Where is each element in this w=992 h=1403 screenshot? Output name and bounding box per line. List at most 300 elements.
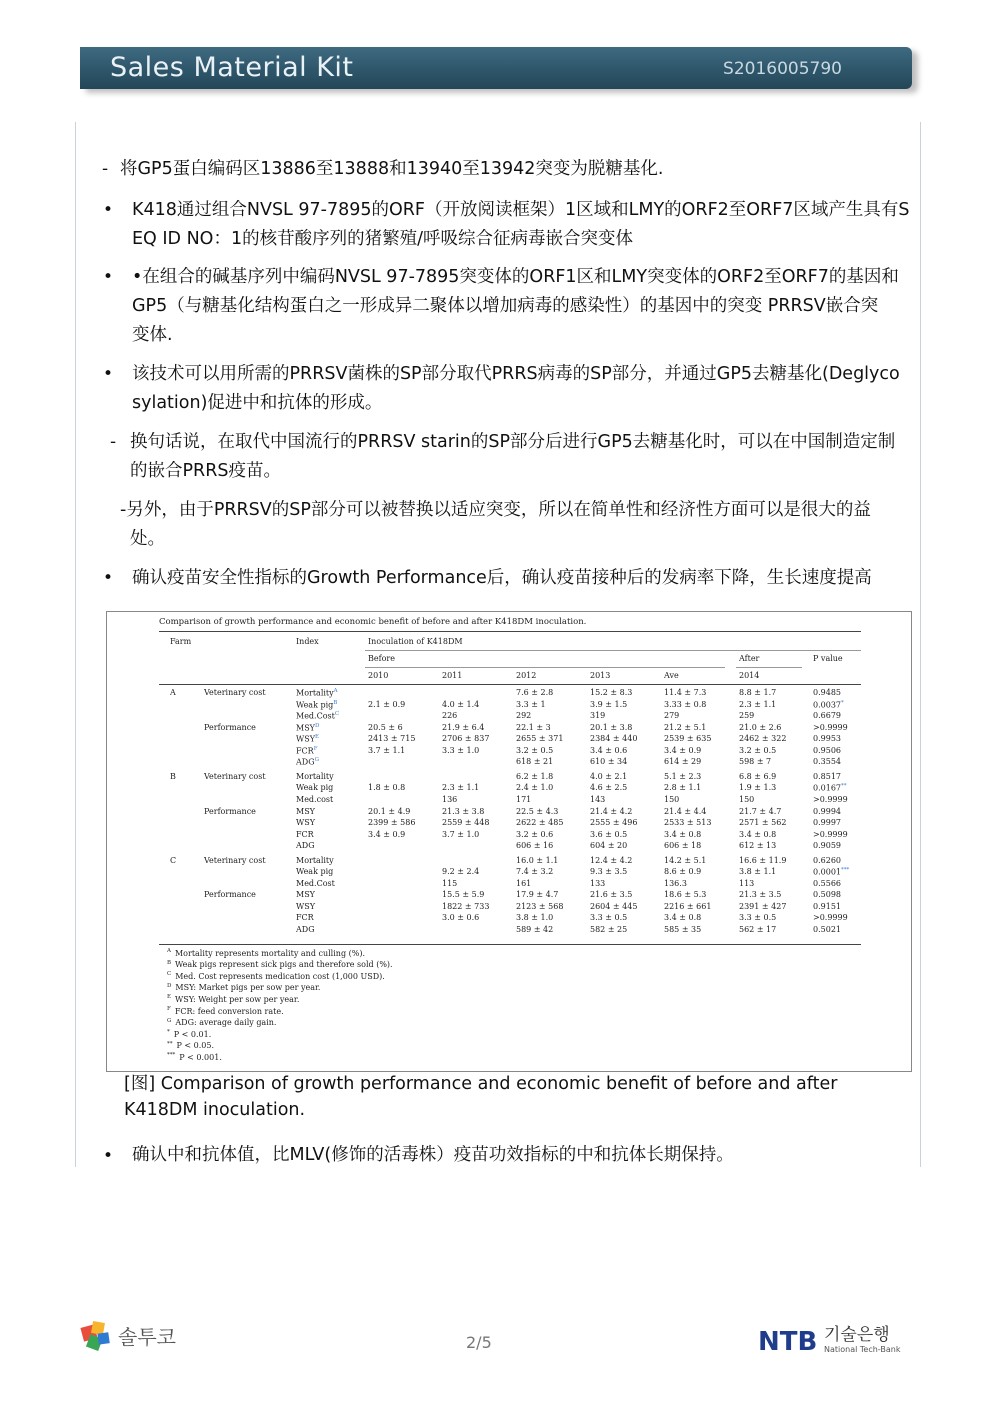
figure-caption-line1: [图] Comparison of growth performance and economic benefit of before and after xyxy=(124,1074,838,1094)
table-cell xyxy=(590,913,627,922)
footnote-text: P < 0.01. xyxy=(173,1029,212,1039)
row-index-footnote-mark: C xyxy=(334,711,340,718)
row-group: Veterinary cost xyxy=(204,688,266,697)
table-cell-value: 20.5 ± 6 xyxy=(368,722,403,732)
table-cell-value: 3.4 ± 0.8 xyxy=(739,829,777,839)
table-cell xyxy=(813,711,841,720)
table-cell-value: 3.4 ± 0.6 xyxy=(590,745,628,755)
footnote-mark: * xyxy=(167,1029,170,1036)
table-cell-value: 5.1 ± 2.3 xyxy=(664,771,702,781)
table-cell-value: 2.4 ± 1.0 xyxy=(516,783,554,793)
table-cell xyxy=(739,688,776,697)
table-cell-value: 4.6 ± 2.5 xyxy=(590,783,628,793)
table-cell xyxy=(739,783,776,792)
table-cell-value: 2571 ± 562 xyxy=(739,818,787,828)
table-cell-value: 3.8 ± 1.1 xyxy=(739,867,777,877)
row-index xyxy=(296,688,338,698)
row-index-label: MSY xyxy=(296,723,315,733)
row-index-footnote-mark: F xyxy=(313,745,318,752)
table-cell xyxy=(590,925,627,934)
table-cell-value: 2.3 ± 1.1 xyxy=(739,699,777,709)
pvalue-significance-mark: ** xyxy=(841,783,847,790)
table-cell xyxy=(590,902,637,911)
table-cell xyxy=(664,723,706,732)
table-cell-value: 21.6 ± 3.5 xyxy=(590,890,633,900)
table-cell-value: 604 ± 20 xyxy=(590,841,628,851)
table-cell xyxy=(664,746,701,755)
table-cell-value: 2399 ± 586 xyxy=(368,818,416,828)
table-cell xyxy=(442,711,457,720)
row-index-footnote-mark: G xyxy=(314,757,319,764)
table-cell-value: 226 xyxy=(442,711,458,721)
header-pvalue: P value xyxy=(813,654,843,663)
table-cell-value: >0.9999 xyxy=(813,794,848,804)
table-cell-value: 3.2 ± 0.6 xyxy=(516,829,554,839)
table-cell xyxy=(664,772,701,781)
ntb-logo xyxy=(758,1320,918,1360)
table-cell xyxy=(664,795,679,804)
table-cell xyxy=(664,688,706,697)
table-footnote xyxy=(167,994,299,1004)
body-line: sylation)促进中和抗体的形成。 xyxy=(132,393,383,413)
table-cell-value: 598 ± 7 xyxy=(739,757,772,767)
table-cell-value: 3.4 ± 0.9 xyxy=(664,745,702,755)
table-cell-value: 2.8 ± 1.1 xyxy=(664,783,702,793)
bullet-marker: - xyxy=(102,159,109,179)
table-cell-value: 292 xyxy=(516,711,532,721)
table-cell xyxy=(442,913,479,922)
row-index xyxy=(296,723,319,733)
svg-text:솔투코: 솔투코 xyxy=(118,1325,176,1349)
row-index-label: Mortality xyxy=(296,688,334,698)
row-index-label: WSY xyxy=(296,734,315,744)
table-cell-value: 0.8517 xyxy=(813,771,841,781)
footnote-text: Mortality represents mortality and culling (%). xyxy=(174,948,365,958)
body-line: 处。 xyxy=(130,529,165,549)
table-cell-value: 3.4 ± 0.8 xyxy=(664,829,702,839)
table-cell xyxy=(442,734,489,743)
header-year: 2012 xyxy=(516,671,537,680)
row-index xyxy=(296,879,335,888)
table-cell-value: 3.4 ± 0.9 xyxy=(368,829,406,839)
svg-text:National Tech-Bank: National Tech-Bank xyxy=(824,1345,901,1354)
footnote-mark: A xyxy=(167,948,171,954)
table-cell xyxy=(664,783,701,792)
table-cell xyxy=(739,841,776,850)
header-banner xyxy=(80,47,912,89)
table-cell xyxy=(590,700,627,709)
table-cell-value: 2533 ± 513 xyxy=(664,818,712,828)
row-index xyxy=(296,890,315,899)
body-line: 确认中和抗体值，比MLV(修饰的活毒株）疫苗功效指标的中和抗体长期保持。 xyxy=(132,1145,734,1165)
table-cell xyxy=(590,856,632,865)
table-cell-value: 143 xyxy=(590,794,606,804)
table-cell-value: 17.9 ± 4.7 xyxy=(516,890,559,900)
table-cell xyxy=(739,711,754,720)
table-cell xyxy=(590,841,627,850)
table-cell-value: >0.9999 xyxy=(813,722,848,732)
table-cell-value: 562 ± 17 xyxy=(739,925,777,934)
row-index xyxy=(296,856,334,865)
table-cell-value: 2655 ± 371 xyxy=(516,734,564,744)
row-index-label: Weak pig xyxy=(296,783,334,793)
table-cell xyxy=(590,807,632,816)
table-cell-value: 3.8 ± 1.0 xyxy=(516,913,554,923)
table-cell-value: 2539 ± 635 xyxy=(664,734,712,744)
table-cell xyxy=(664,711,679,720)
table-cell xyxy=(664,867,701,876)
table-cell-value: 21.2 ± 5.1 xyxy=(664,722,707,732)
table-cell xyxy=(516,830,553,839)
row-index-label: WSY xyxy=(296,818,315,828)
table-cell xyxy=(664,757,701,766)
table-rule xyxy=(736,667,802,668)
table-cell-value: 136.3 xyxy=(664,878,687,888)
table-cell xyxy=(442,890,484,899)
table-cell xyxy=(590,688,632,697)
table-cell-value: 3.7 ± 1.1 xyxy=(368,745,406,755)
bullet-marker: - xyxy=(110,432,117,452)
table-cell xyxy=(664,830,701,839)
table-cell xyxy=(368,807,410,816)
table-cell xyxy=(516,867,553,876)
row-index xyxy=(296,795,333,804)
header-year: 2010 xyxy=(368,671,389,680)
table-cell-value: >0.9999 xyxy=(813,829,848,839)
table-cell xyxy=(813,867,849,877)
row-farm: C xyxy=(170,855,177,865)
table-cell-value: 0.0167 xyxy=(813,784,841,794)
table-cell xyxy=(590,711,605,720)
table-cell-value: 2462 ± 322 xyxy=(739,734,787,744)
table-cell-value: 0.9997 xyxy=(813,818,841,828)
table-cell xyxy=(813,830,848,839)
table-cell-value: 20.1 ± 3.8 xyxy=(590,722,633,732)
table-cell-value: 7.6 ± 2.8 xyxy=(516,688,554,697)
table-cell-value: 21.4 ± 4.4 xyxy=(664,806,707,816)
table-cell-value: 610 ± 34 xyxy=(590,757,628,767)
row-index-label: Med.Cost xyxy=(296,878,335,888)
table-cell xyxy=(368,723,403,732)
row-index-footnote-mark: B xyxy=(333,699,338,706)
table-cell-value: 0.6260 xyxy=(813,855,841,865)
table-cell xyxy=(813,841,841,850)
table-cell xyxy=(590,746,627,755)
table-cell-value: 2.3 ± 1.1 xyxy=(442,783,480,793)
table-cell xyxy=(664,841,701,850)
table-cell xyxy=(590,757,627,766)
table-cell xyxy=(813,913,848,922)
table-cell xyxy=(813,879,841,888)
page-number: 2/5 xyxy=(466,1333,492,1352)
footnote-text: MSY: Market pigs per sow per year. xyxy=(175,983,321,993)
row-index xyxy=(296,925,315,934)
row-index xyxy=(296,902,315,911)
table-cell-value: 3.33 ± 0.8 xyxy=(664,699,707,709)
table-cell-value: 2559 ± 448 xyxy=(442,818,490,828)
table-cell-value: 0.9151 xyxy=(813,901,841,911)
row-group: Performance xyxy=(204,806,256,816)
figure-caption-line2: K418DM inoculation. xyxy=(124,1100,306,1120)
footnote-text: Weak pigs represent sick pigs and therefore sold (%). xyxy=(175,960,393,970)
row-group: Veterinary cost xyxy=(204,855,266,865)
row-index xyxy=(296,807,315,816)
table-cell xyxy=(813,902,841,911)
table-cell xyxy=(516,795,531,804)
bullet-marker: • xyxy=(103,200,114,220)
row-index xyxy=(296,783,333,792)
table-cell xyxy=(516,746,553,755)
row-index-label: Med.cost xyxy=(296,794,334,804)
header-title: Sales Material Kit xyxy=(110,52,354,83)
table-cell xyxy=(664,913,701,922)
table-cell-value: 606 ± 16 xyxy=(516,841,554,851)
table-cell-value: 319 xyxy=(590,711,606,721)
table-cell-value: 21.4 ± 4.2 xyxy=(590,806,633,816)
table-footnote xyxy=(167,983,320,993)
table-cell-value: 21.9 ± 6.4 xyxy=(442,722,485,732)
table-footnote xyxy=(167,1052,222,1062)
row-group: Veterinary cost xyxy=(204,771,266,781)
header-year: Ave xyxy=(664,671,679,680)
header-inoculation: Inoculation of K418DM xyxy=(368,637,463,646)
bullet-marker: • xyxy=(103,568,114,588)
table-cell-value: 20.1 ± 4.9 xyxy=(368,806,411,816)
table-cell-value: 6.8 ± 6.9 xyxy=(739,771,777,781)
table-cell-value: 3.3 ± 0.5 xyxy=(739,913,777,923)
table-cell-value: 0.6679 xyxy=(813,711,841,721)
table-cell-value: 21.3 ± 3.5 xyxy=(739,890,782,900)
table-cell-value: 0.9994 xyxy=(813,806,841,816)
row-index-label: Mortality xyxy=(296,855,334,865)
table-cell xyxy=(739,746,776,755)
pvalue-significance-mark: * xyxy=(841,699,844,706)
table-cell xyxy=(516,925,553,934)
table-cell xyxy=(664,925,701,934)
table-cell xyxy=(516,734,563,743)
table-cell xyxy=(516,772,553,781)
table-cell xyxy=(516,879,531,888)
row-farm: A xyxy=(170,688,176,697)
table-cell xyxy=(739,913,776,922)
table-cell-value: 3.9 ± 1.5 xyxy=(590,699,628,709)
footnote-text: Med. Cost represents medication cost (1,000 USD). xyxy=(175,971,385,981)
table-cell xyxy=(813,772,841,781)
table-cell xyxy=(813,688,841,697)
footnote-mark: E xyxy=(167,994,172,1001)
body-line: -另外，由于PRRSV的SP部分可以被替换以适应突变，所以在简单性和经济性方面可以是很大的益 xyxy=(120,500,871,520)
table-cell-value: 3.2 ± 0.5 xyxy=(739,745,777,755)
table-cell xyxy=(442,700,479,709)
table-cell xyxy=(739,818,786,827)
row-index xyxy=(296,830,314,839)
soltoco-logo xyxy=(80,1318,180,1358)
table-cell xyxy=(442,783,479,792)
table-cell xyxy=(516,711,531,720)
table-cell xyxy=(516,890,558,899)
frame-right-rule xyxy=(920,122,921,1167)
footnote-mark: *** xyxy=(167,1052,176,1059)
footnote-mark: ** xyxy=(167,1040,173,1047)
footnote-text: FCR: feed conversion rate. xyxy=(174,1006,284,1016)
table-cell xyxy=(516,818,563,827)
table-cell-value: 2391 ± 427 xyxy=(739,901,787,911)
svg-text:기술은행: 기술은행 xyxy=(824,1325,890,1345)
row-index-footnote-mark: D xyxy=(314,722,320,729)
table-cell xyxy=(516,902,563,911)
figure-table xyxy=(106,611,912,1072)
row-index-label: ADG xyxy=(296,925,315,934)
table-cell xyxy=(813,746,841,755)
table-cell-value: 585 ± 35 xyxy=(664,925,702,934)
table-cell xyxy=(516,757,553,766)
frame-left-rule xyxy=(75,122,76,1167)
table-cell-value: 2555 ± 496 xyxy=(590,818,638,828)
table-footnote xyxy=(167,1006,284,1016)
body-line: •在组合的碱基序列中编码NVSL 97-7895突变体的ORF1区和LMY突变体的ORF2至ORF7的基因和 xyxy=(132,267,899,287)
table-cell xyxy=(516,700,546,709)
body-line: EQ ID NO：1的核苷酸序列的猪繁殖/呼吸综合征病毒嵌合突变体 xyxy=(132,229,633,249)
table-cell-value: 0.9506 xyxy=(813,745,841,755)
row-index-label: ADG xyxy=(296,757,315,767)
table-cell-value: 2604 ± 445 xyxy=(590,901,638,911)
table-rule xyxy=(159,631,861,632)
body-line: 确认疫苗安全性指标的Growth Performance后，确认疫苗接种后的发病率下降，生长速度提高 xyxy=(132,568,872,588)
table-cell-value: 3.3 ± 1.0 xyxy=(442,745,480,755)
table-cell-value: 18.6 ± 5.3 xyxy=(664,890,707,900)
table-cell xyxy=(590,772,627,781)
row-index xyxy=(296,772,334,781)
table-cell xyxy=(442,867,479,876)
table-cell xyxy=(813,795,848,804)
table-cell-value: 2413 ± 715 xyxy=(368,734,416,744)
header-after: After xyxy=(739,654,760,663)
table-cell xyxy=(739,890,781,899)
table-cell-value: 618 ± 21 xyxy=(516,757,554,767)
row-index-label: FCR xyxy=(296,746,314,756)
table-cell xyxy=(739,807,781,816)
row-index-label: MSY xyxy=(296,806,315,816)
table-cell-value: 8.8 ± 1.7 xyxy=(739,688,777,697)
table-cell xyxy=(664,890,706,899)
footnote-mark: D xyxy=(167,982,172,989)
row-index xyxy=(296,711,339,721)
figure-title: Comparison of growth performance and economic benefit of before and after K418DM inoculation. xyxy=(159,617,587,627)
table-cell-value: 2216 ± 661 xyxy=(664,901,712,911)
table-cell xyxy=(442,807,484,816)
table-cell-value: 259 xyxy=(739,711,755,721)
table-cell xyxy=(813,807,841,816)
table-cell xyxy=(590,783,627,792)
body-line: K418通过组合NVSL 97-7895的ORF（开放阅读框架）1区域和LMY的ORF2至ORF7区域产生具有S xyxy=(132,200,910,220)
table-cell-value: 279 xyxy=(664,711,680,721)
row-index xyxy=(296,818,315,827)
row-index-label: ADG xyxy=(296,841,315,851)
table-cell xyxy=(739,879,754,888)
table-cell xyxy=(813,783,847,793)
table-cell-value: 0.5098 xyxy=(813,890,841,900)
table-cell xyxy=(442,818,489,827)
table-cell xyxy=(739,795,754,804)
table-cell xyxy=(813,856,841,865)
row-index xyxy=(296,734,319,744)
table-cell-value: 2123 ± 568 xyxy=(516,901,564,911)
table-cell xyxy=(368,746,405,755)
header-code: S2016005790 xyxy=(723,59,842,79)
table-cell-value: 582 ± 25 xyxy=(590,925,628,934)
table-cell xyxy=(739,757,771,766)
footnote-text: P < 0.05. xyxy=(176,1041,215,1051)
table-rule xyxy=(365,650,861,651)
table-cell-value: 21.7 ± 4.7 xyxy=(739,806,782,816)
table-cell xyxy=(368,818,415,827)
table-cell xyxy=(813,734,841,743)
header-year: 2013 xyxy=(590,671,611,680)
row-index xyxy=(296,867,333,876)
table-cell-value: 606 ± 18 xyxy=(664,841,702,851)
row-index-label: MSY xyxy=(296,890,315,900)
row-index-label: FCR xyxy=(296,829,314,839)
body-line: 将GP5蛋白编码区13886至13888和13940至13942突变为脱糖基化. xyxy=(120,159,664,179)
table-cell xyxy=(590,867,627,876)
table-cell xyxy=(442,723,484,732)
table-cell-value: 0.0001 xyxy=(813,867,841,877)
table-cell-value: 12.4 ± 4.2 xyxy=(590,855,633,865)
table-cell xyxy=(442,902,489,911)
table-cell-value: 115 xyxy=(442,878,458,888)
table-cell xyxy=(516,688,553,697)
table-cell-value: 0.0037 xyxy=(813,700,841,710)
row-index-footnote-mark: E xyxy=(314,734,319,741)
table-cell-value: 0.3554 xyxy=(813,757,841,767)
table-cell-value: 589 ± 42 xyxy=(516,925,554,934)
footnote-mark: G xyxy=(167,1017,172,1024)
table-cell-value: 22.5 ± 4.3 xyxy=(516,806,559,816)
table-cell-value: 3.3 ± 0.5 xyxy=(590,913,628,923)
table-cell xyxy=(813,818,841,827)
body-line: 该技术可以用所需的PRRSV菌株的SP部分取代PRRS病毒的SP部分，并通过GP5去糖基化(Deglyco xyxy=(132,364,900,384)
table-cell-value: 0.5021 xyxy=(813,925,841,934)
table-cell xyxy=(813,757,841,766)
header-index: Index xyxy=(296,637,319,646)
table-cell-value: 0.5566 xyxy=(813,878,841,888)
table-cell xyxy=(590,734,637,743)
table-cell xyxy=(442,830,479,839)
table-cell xyxy=(590,890,632,899)
table-cell-value: 0.9059 xyxy=(813,841,841,851)
table-cell-value: 15.2 ± 8.3 xyxy=(590,688,633,697)
bullet-marker: • xyxy=(103,364,114,384)
table-cell xyxy=(590,830,627,839)
table-cell-value: 3.4 ± 0.8 xyxy=(664,913,702,923)
table-cell-value: 2706 ± 837 xyxy=(442,734,490,744)
table-cell xyxy=(739,830,776,839)
table-rule xyxy=(159,684,861,685)
table-cell xyxy=(739,723,781,732)
table-cell-value: 133 xyxy=(590,878,606,888)
table-footnote xyxy=(167,1041,214,1051)
table-cell xyxy=(664,700,706,709)
footnote-text: ADG: average daily gain. xyxy=(175,1018,277,1028)
body-line: 的嵌合PRRS疫苗。 xyxy=(130,461,281,481)
table-cell-value: 0.9485 xyxy=(813,688,841,697)
row-index-label: Med.Cost xyxy=(296,711,335,721)
table-cell-value: 1822 ± 733 xyxy=(442,901,490,911)
pvalue-significance-mark: *** xyxy=(841,867,850,874)
table-cell xyxy=(813,890,841,899)
table-cell-value: 1.8 ± 0.8 xyxy=(368,783,406,793)
row-index-label: FCR xyxy=(296,913,314,923)
